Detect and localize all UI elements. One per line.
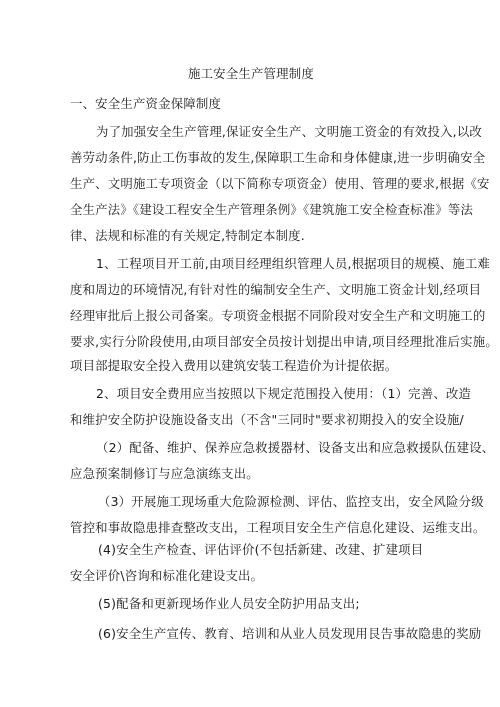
intro-line-5: 律、法规和标准的有关规定,特制定本制度. (70, 228, 305, 243)
item1-line-5: 项目部提取安全投入费用以建筑安装工程造价为计提依据。 (70, 358, 398, 373)
item1-line-3: 经理审批后上报公司备案。专项资金根据不同阶段对安全生产和文明施工的 (70, 308, 486, 323)
sub3-line-2: 管控和事故隐患排查整改支出，工程项目安全生产信息化建设、运维支出。 (70, 520, 486, 535)
intro-line-2: 善劳动条件,防止工伤事故的发生,保障职工生命和身体健康,进一步明确安全 (70, 150, 486, 165)
intro-line-3: 生产、文明施工专项资金（以下简称专项资金）使用、管理的要求,根据《安 (70, 176, 490, 191)
sub4-line-2: 安全评价\咨询和标准化建设支出。 (70, 568, 264, 583)
document-title: 施工安全生产管理制度 (188, 66, 314, 81)
item2-line-2: 和维护安全防护设施设备支出（不含"三同时"要求初期投入的安全设施/ (70, 412, 464, 427)
intro-line-1: 为了加强安全生产管理,保证安全生产、文明施工资金的有效投入,以改 (96, 124, 482, 139)
item1-line-2: 度和周边的环境情况,有针对性的编制安全生产、文明施工资金计划,经项目 (70, 282, 482, 297)
item1-line-1: 1、工程项目开工前,由项目经理组织管理人员,根据项目的规模、施工难 (96, 256, 491, 271)
sub6-line: (6)安全生产宣传、教育、培训和从业人员发现用艮告事故隐患的奖励 (98, 626, 482, 641)
item2-line-1: 2、项目安全费用应当按照以下规定范围投入使用：（1）完善、改造 (96, 386, 472, 401)
sub2-line-1: （2）配备、维护、保养应急救援器材、设备支出和应急救援队伍建设、 (96, 440, 495, 455)
sub3-line-1: （3）开展施工现场重大危险源检测、评估、监控支出，安全风险分级 (98, 494, 484, 509)
sub5-line: (5)配备和更新现场作业人员安全防护用品支出; (98, 596, 360, 611)
section-heading: 一、安全生产资金保障制度 (70, 96, 222, 111)
sub2-line-2: 应急预案制修订与应急演练支出。 (70, 466, 259, 481)
intro-line-4: 全生产法》《建设工程安全生产管理条例》《建筑施工安全检查标准》等法 (70, 202, 474, 217)
sub4-line-1: (4)安全生产检查、评估评价(不包括新建、改建、扩建项目 (98, 542, 424, 557)
item1-line-4: 要求,实行分阶段使用,由项目部安全员按计划提出申请,项目经理批准后实施。 (70, 334, 498, 349)
